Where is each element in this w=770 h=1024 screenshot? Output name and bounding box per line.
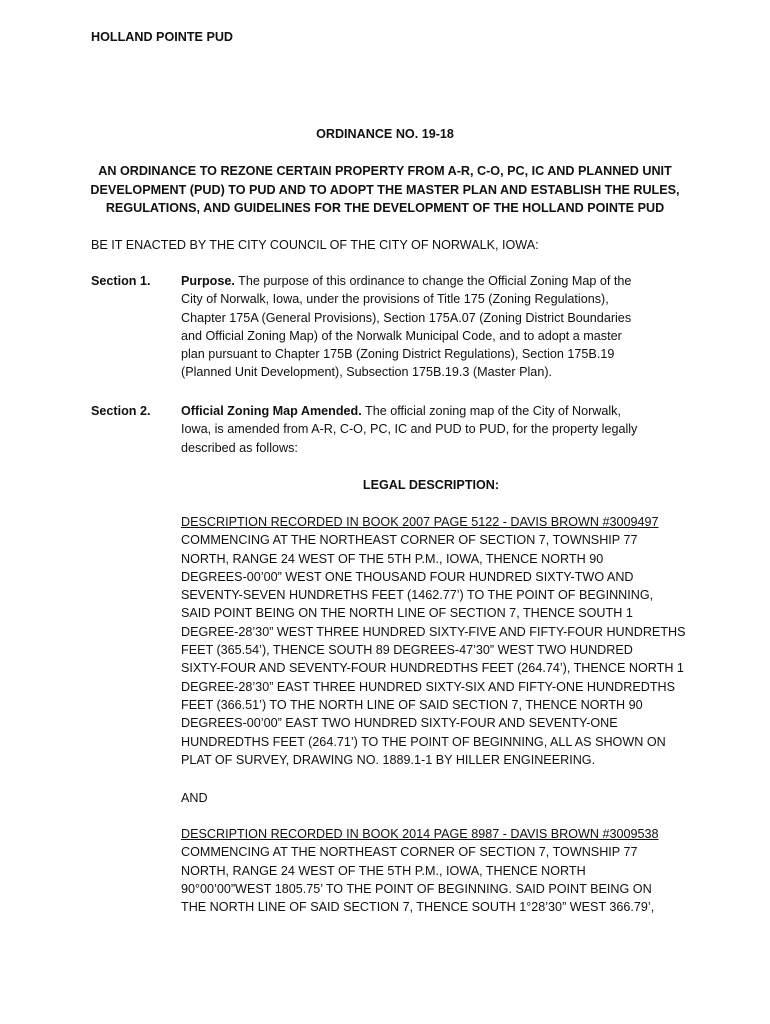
description-line: NORTH, RANGE 24 WEST OF THE 5TH P.M., IOWA, THENCE NORTH 90 [181, 551, 604, 566]
and-conjunction: AND [181, 791, 208, 805]
section-1-line: (Planned Unit Development), Subsection 175B.19.3 (Master Plan). [181, 365, 553, 380]
description-line: DEGREES-00’00” EAST TWO HUNDRED SIXTY-FOUR AND SEVENTY-ONE [181, 716, 618, 731]
section-1-line: Chapter 175A (General Provisions), Section 175A.07 (Zoning District Boundaries [181, 310, 632, 325]
section-1-heading: Purpose. [181, 274, 235, 288]
description-line: HUNDREDTHS FEET (264.71’) TO THE POINT OF BEGINNING, ALL AS SHOWN ON [181, 734, 666, 749]
legal-description-heading: LEGAL DESCRIPTION: [362, 478, 500, 492]
description-line: DEGREES-00’00” WEST ONE THOUSAND FOUR HUNDRED SIXTY-TWO AND [181, 569, 634, 584]
description-line: NORTH, RANGE 24 WEST OF THE 5TH P.M., IOWA, THENCE NORTH [181, 863, 586, 878]
description-line: 90°00’00”WEST 1805.75’ TO THE POINT OF BEGINNING. SAID POINT BEING ON [181, 881, 652, 896]
description-title: DESCRIPTION RECORDED IN BOOK 2014 PAGE 8987 - DAVIS BROWN #3009538 [181, 827, 659, 841]
description-line: DEGREE-28’30” EAST THREE HUNDRED SIXTY-SIX AND FIFTY-ONE HUNDREDTHS [181, 679, 676, 694]
section-1-body [181, 272, 681, 382]
description-line: COMMENCING AT THE NORTHEAST CORNER OF SECTION 7, TOWNSHIP 77 [181, 533, 638, 548]
enacted-clause: BE IT ENACTED BY THE CITY COUNCIL OF THE CITY OF NORWALK, IOWA: [91, 238, 539, 252]
legal-description-1 [181, 513, 686, 769]
description-line: DEGREE-28’30” WEST THREE HUNDRED SIXTY-FIVE AND FIFTY-FOUR HUNDRETHS [181, 624, 686, 639]
description-line: SAID POINT BEING ON THE NORTH LINE OF SECTION 7, THENCE SOUTH 1 [181, 606, 633, 621]
section-1-line: plan pursuant to Chapter 175B (Zoning District Regulations), Section 175B.19 [181, 347, 615, 362]
description-line: THE NORTH LINE OF SAID SECTION 7, THENCE SOUTH 1°28’30” WEST 366.79’, [181, 900, 655, 915]
document-header: HOLLAND POINTE PUD [91, 30, 234, 44]
description-line: PLAT OF SURVEY, DRAWING NO. 1889.1-1 BY HILLER ENGINEERING. [181, 752, 596, 767]
section-1-line: and Official Zoning Map) of the Norwalk Municipal Code, and to adopt a master [181, 328, 622, 343]
legal-description-2 [181, 825, 681, 916]
section-2-line: Official Zoning Map Amended. The official zoning map of the City of Norwalk, [181, 404, 621, 418]
description-line: FEET (366.51’) TO THE NORTH LINE OF SAID SECTION 7, THENCE NORTH 90 [181, 697, 643, 712]
section-1-line: Purpose. The purpose of this ordinance to change the Official Zoning Map of the [181, 274, 632, 288]
description-line: SIXTY-FOUR AND SEVENTY-FOUR HUNDREDTHS FEET (264.74’), THENCE NORTH 1 [181, 661, 684, 676]
description-title: DESCRIPTION RECORDED IN BOOK 2007 PAGE 5122 - DAVIS BROWN #3009497 [181, 515, 659, 529]
ordinance-number: ORDINANCE NO. 19-18 [316, 127, 454, 141]
section-2-line: Iowa, is amended from A-R, C-O, PC, IC and PUD to PUD, for the property legally [181, 422, 638, 437]
section-1-label: Section 1. [91, 274, 151, 288]
section-2-line: described as follows: [181, 440, 298, 455]
section-2-label: Section 2. [91, 404, 151, 418]
ordinance-title: AN ORDINANCE TO REZONE CERTAIN PROPERTY FROM A-R, C-O, PC, IC AND PLANNED UNIT DEVELOPMENT (PUD) TO PUD AND TO ADOPT THE MASTER PLAN AND ESTABLISH THE RULES, REGULATIONS, AND GUIDELINES FOR THE DEVELOPMENT OF THE HOLLAND POINTE PUD [90, 164, 680, 215]
section-2-body [181, 402, 681, 457]
description-line: COMMENCING AT THE NORTHEAST CORNER OF SECTION 7, TOWNSHIP 77 [181, 845, 638, 860]
section-1-line: City of Norwalk, Iowa, under the provisions of Title 175 (Zoning Regulations), [181, 292, 609, 307]
section-2-heading: Official Zoning Map Amended. [181, 404, 362, 418]
description-line: SEVENTY-SEVEN HUNDRETHS FEET (1462.77’) TO THE POINT OF BEGINNING, [181, 588, 654, 603]
description-line: FEET (365.54’), THENCE SOUTH 89 DEGREES-47’30” WEST TWO HUNDRED [181, 643, 633, 658]
